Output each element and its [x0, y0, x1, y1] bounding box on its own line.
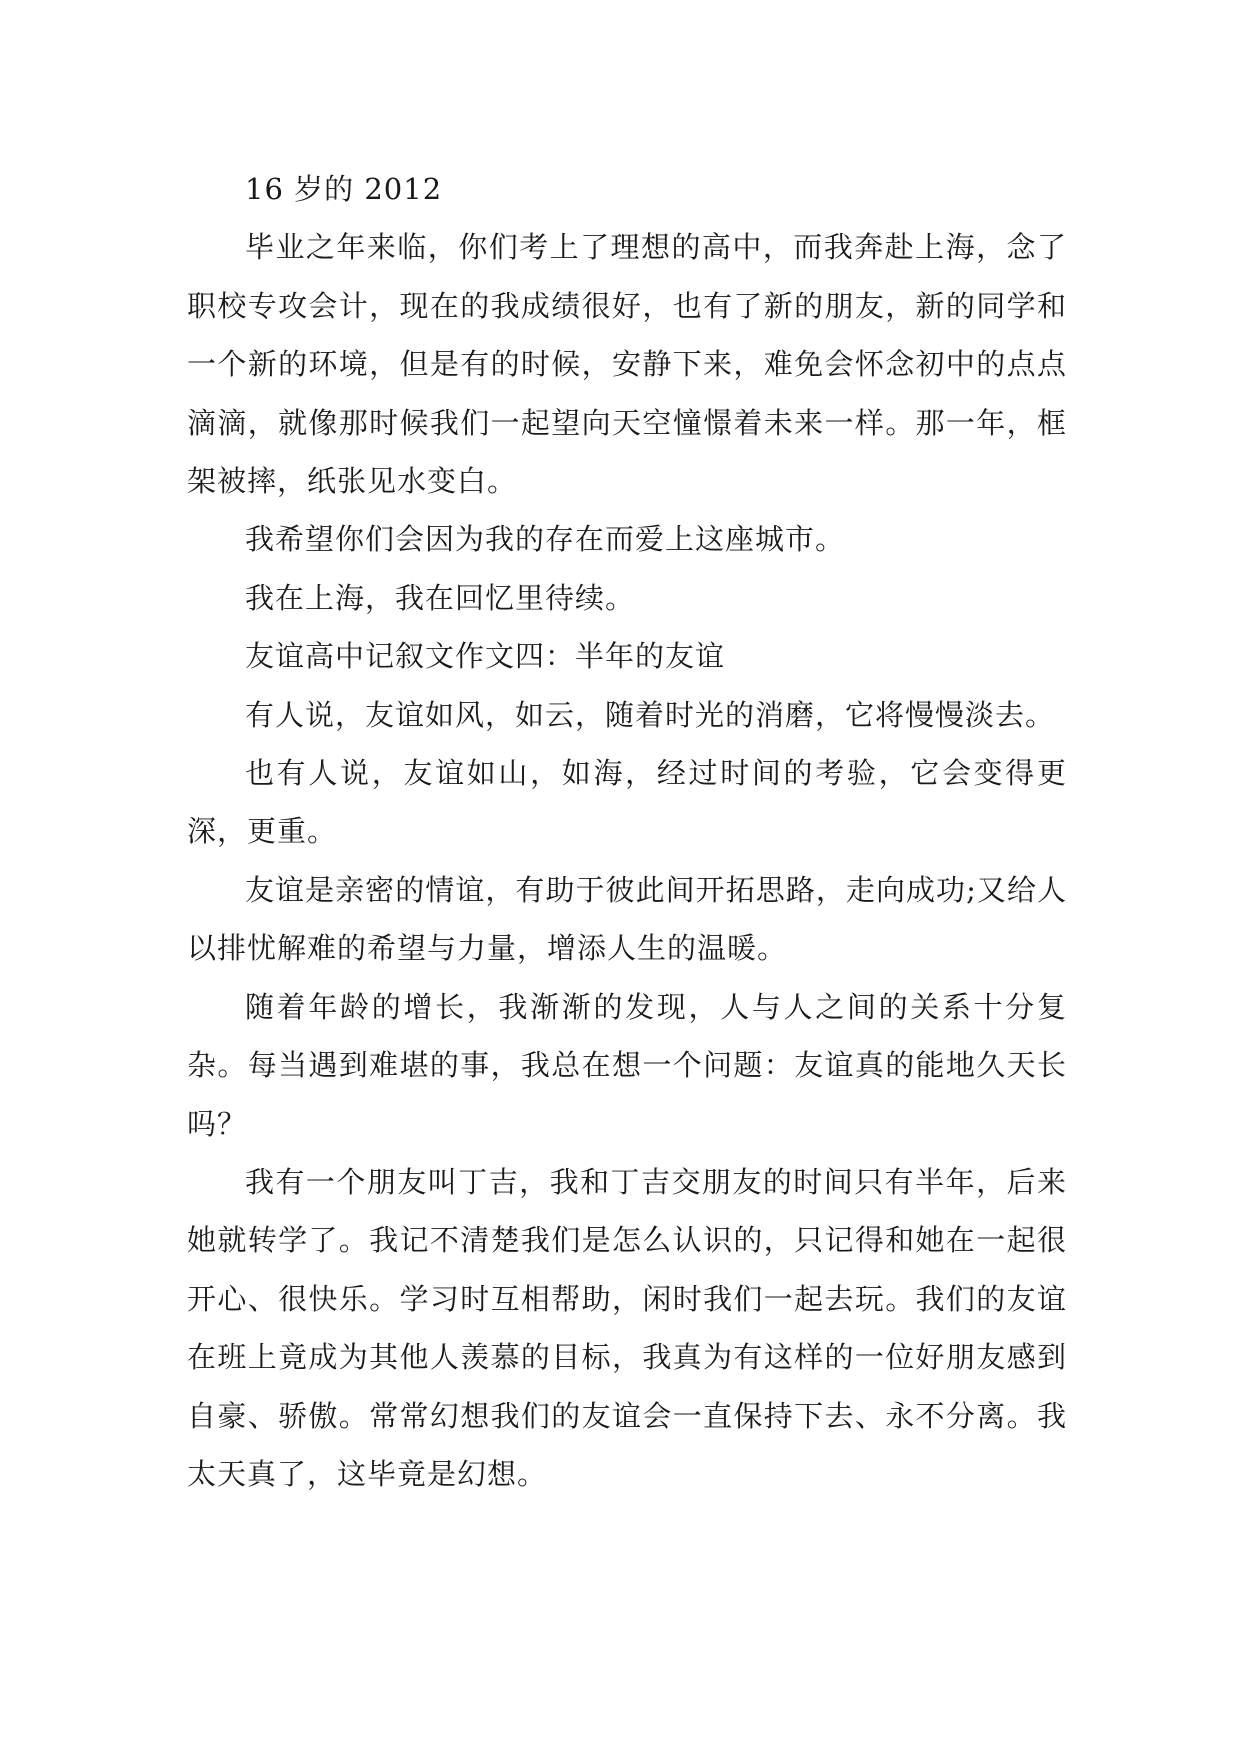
paragraph-mountain-sea: 也有人说，友谊如山，如海，经过时间的考验，它会变得更深，更重。: [187, 756, 1067, 849]
paragraph-dingji: 我有一个朋友叫丁吉，我和丁吉交朋友的时间只有半年，后来她就转学了。我记不清楚我们是怎么认识的，只记得和她在一起很开心、很快乐。学习时互相帮助，闲时我们一起去玩。我们的友谊在班上竟成为其他人羡慕的目标，我真为有这样的一位好朋友感到自豪、骄傲。常常幻想我们的友谊会一直保持下去、永不分离。我太天真了，这毕竟是幻想。: [187, 1164, 1067, 1491]
paragraph-hope: 我希望你们会因为我的存在而爱上这座城市。: [245, 522, 846, 557]
paragraph-graduation: 毕业之年来临，你们考上了理想的高中，而我奔赴上海，念了职校专攻会计，现在的我成绩很好，也有了新的朋友，新的同学和一个新的环境，但是有的时候，安静下来，难免会怀念初中的点点滴滴，就像那时候我们一起望向天空憧憬着未来一样。那一年，框架被摔，纸张见水变白。: [187, 230, 1067, 499]
paragraph-question: 随着年龄的增长，我渐渐的发现，人与人之间的关系十分复杂。每当遇到难堪的事，我总在想一个问题：友谊真的能地久天长吗？: [187, 989, 1067, 1141]
document-body: [187, 160, 1067, 1503]
paragraph-shanghai: 我在上海，我在回忆里待续。: [245, 580, 636, 615]
section-title: 友谊高中记叙文作文四：半年的友谊: [245, 639, 726, 674]
paragraph-year-heading: 16 岁的 2012: [245, 172, 443, 206]
paragraph-wind-cloud: 有人说，友谊如风，如云，随着时光的消磨，它将慢慢淡去。: [245, 697, 1056, 732]
paragraph-friendship-definition: 友谊是亲密的情谊，有助于彼此间开拓思路，走向成功;又给人以排忧解难的希望与力量，增添人生的温暖。: [187, 872, 1067, 966]
